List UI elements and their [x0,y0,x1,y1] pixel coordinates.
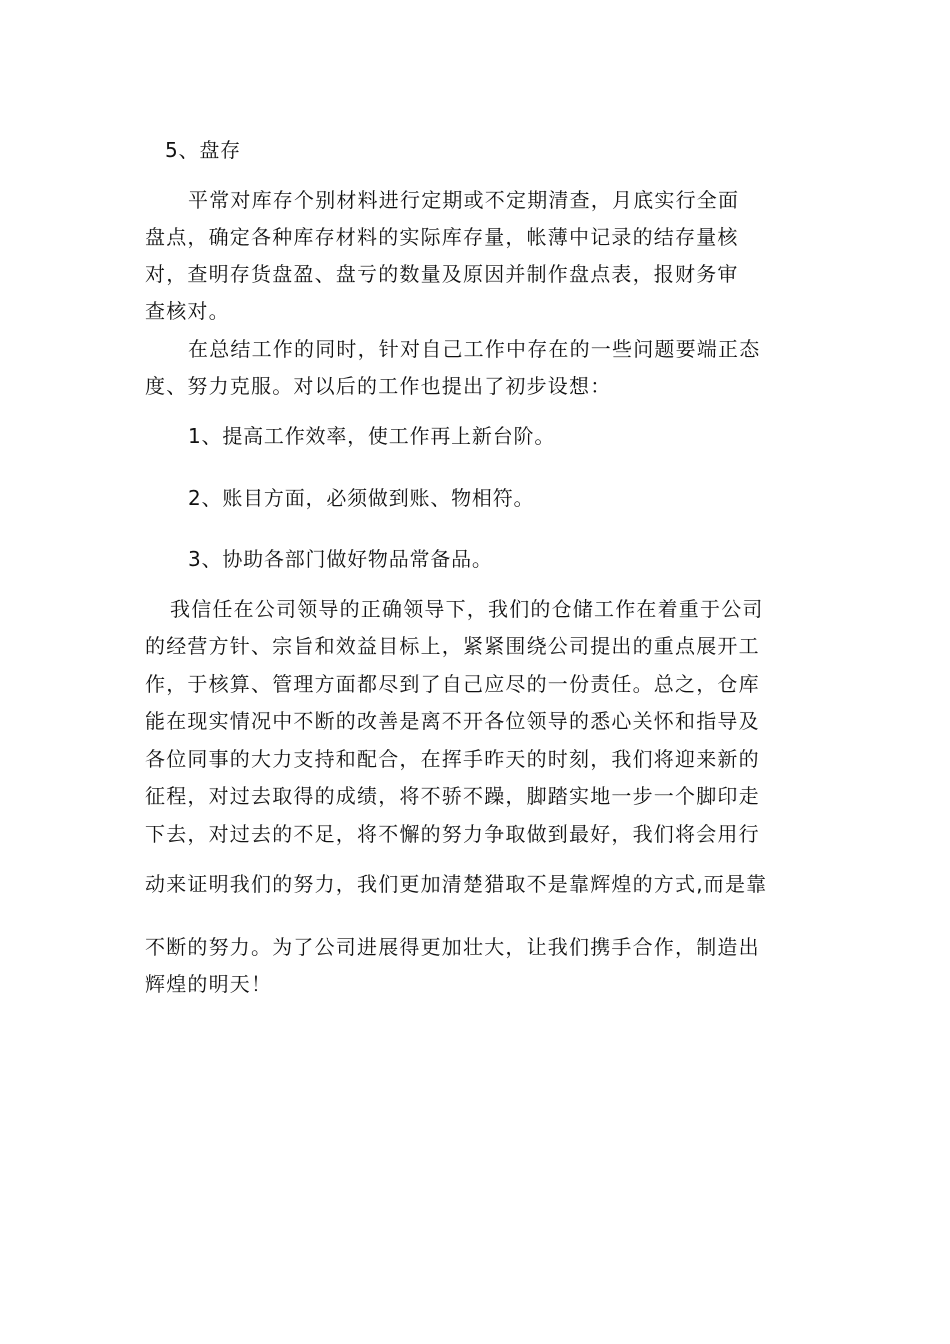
paragraph-line: 平常对库存个别材料进行定期或不定期清查，月底实行全面 [188,188,740,212]
paragraph-line: 的经营方针、宗旨和效益目标上，紧紧围绕公司提出的重点展开工 [145,634,760,658]
paragraph-line: 查核对。 [145,299,230,323]
paragraph-line: 对，查明存货盘盈、盘亏的数量及原因并制作盘点表，报财务审 [145,262,739,286]
list-item: 2、账目方面，必须做到账、物相符。 [188,486,535,510]
paragraph-line: 动来证明我们的努力，我们更加清楚猎取不是靠辉煌的方式,而是靠 [145,872,768,896]
paragraph-line: 各位同事的大力支持和配合，在挥手昨天的时刻，我们将迎来新的 [145,747,760,771]
paragraph-line: 辉煌的明天！ [145,972,273,996]
paragraph-line: 我信任在公司领导的正确领导下，我们的仓储工作在着重于公司 [170,597,764,621]
paragraph-line: 下去，对过去的不足，将不懈的努力争取做到最好，我们将会用行 [145,822,760,846]
section-heading: 5、盘存 [165,138,241,162]
paragraph-line: 作，于核算、管理方面都尽到了自己应尽的一份责任。总之，仓库 [145,672,760,696]
list-item: 1、提高工作效率，使工作再上新台阶。 [188,424,556,448]
paragraph-line: 盘点，确定各种库存材料的实际库存量，帐薄中记录的结存量核 [145,225,739,249]
paragraph-line: 征程，对过去取得的成绩，将不骄不躁，脚踏实地一步一个脚印走 [145,784,760,808]
paragraph-line: 能在现实情况中不断的改善是离不开各位领导的悉心关怀和指导及 [145,709,760,733]
paragraph-line: 不断的努力。为了公司进展得更加壮大，让我们携手合作，制造出 [145,935,760,959]
paragraph-line: 度、努力克服。对以后的工作也提出了初步设想： [145,374,612,398]
list-item: 3、协助各部门做好物品常备品。 [188,547,493,571]
paragraph-line: 在总结工作的同时，针对自己工作中存在的一些问题要端正态 [188,337,761,361]
